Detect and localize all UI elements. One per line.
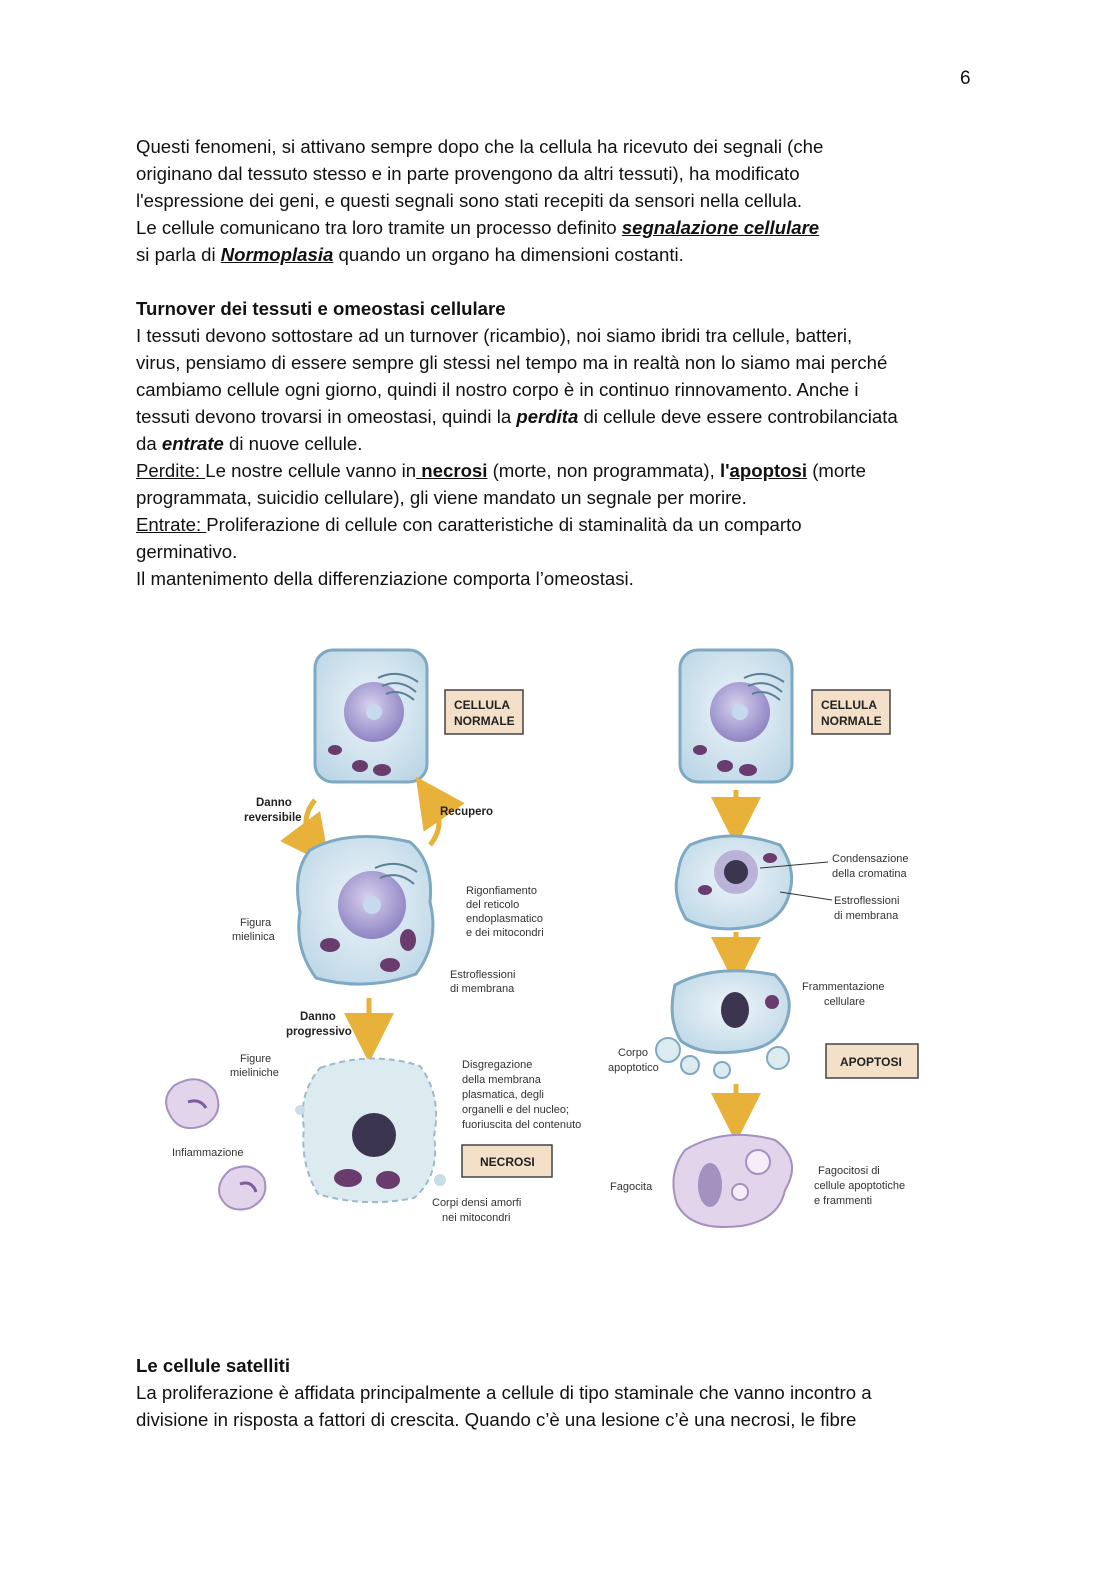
apoptosi-label-box [826, 1044, 918, 1078]
svg-text:Danno: Danno [300, 1011, 336, 1023]
svg-text:organelli e del nucleo;: organelli e del nucleo; [462, 1104, 570, 1116]
svg-text:APOPTOSI: APOPTOSI [840, 1055, 902, 1069]
section-heading: Turnover dei tessuti e omeostasi cellulare [136, 298, 506, 319]
svg-text:Estroflessioni: Estroflessioni [450, 969, 516, 981]
svg-text:NORMALE: NORMALE [454, 714, 515, 728]
svg-text:cellule apoptotiche: cellule apoptotiche [814, 1180, 906, 1192]
satelliti-section [136, 1352, 986, 1433]
right-normal-cell [680, 650, 792, 782]
svg-text:Estroflessioni: Estroflessioni [834, 895, 900, 907]
svg-text:della membrana: della membrana [462, 1074, 541, 1086]
svg-text:CELLULA: CELLULA [821, 698, 877, 712]
left-normal-label-box [445, 690, 523, 734]
svg-text:NORMALE: NORMALE [821, 714, 882, 728]
intro-paragraph [136, 133, 986, 268]
svg-text:plasmatica, degli: plasmatica, degli [462, 1089, 544, 1101]
term-necrosi: necrosi [416, 460, 488, 481]
svg-text:reversibile: reversibile [244, 812, 302, 824]
svg-text:Corpo: Corpo [618, 1047, 648, 1059]
label-perdite: Perdite: [136, 460, 206, 481]
left-necrotic-cell [295, 1058, 446, 1202]
svg-text:mieliniche: mieliniche [230, 1067, 279, 1079]
text-line: l'espressione dei geni, e questi segnali sono stati recepiti da sensori nella cellula. [136, 190, 803, 211]
left-normal-cell [315, 650, 427, 782]
section-heading: Le cellule satelliti [136, 1355, 290, 1376]
right-condensed-cell [676, 836, 791, 929]
svg-text:Danno: Danno [256, 797, 292, 809]
svg-text:Recupero: Recupero [440, 806, 494, 818]
text-line: da entrate di nuove cellule. [136, 433, 363, 454]
text-line: La proliferazione è affidata principalmente a cellule di tipo staminale che vanno incontro a [136, 1382, 872, 1403]
text-line: I tessuti devono sottostare ad un turnover (ricambio), noi siamo ibridi tra cellule, batteri, [136, 325, 853, 346]
text-line: Entrate: Proliferazione di cellule con caratteristiche di staminalità da un comparto [136, 514, 802, 535]
svg-text:Corpi densi amorfi: Corpi densi amorfi [432, 1197, 522, 1209]
svg-text:e frammenti: e frammenti [814, 1195, 873, 1207]
svg-text:CELLULA: CELLULA [454, 698, 510, 712]
phagocyte-cell [673, 1135, 792, 1227]
svg-text:nei mitocondri: nei mitocondri [442, 1212, 511, 1224]
svg-text:endoplasmatico: endoplasmatico [466, 913, 544, 925]
term-apoptosi: apoptosi [729, 460, 808, 481]
svg-text:del reticolo: del reticolo [466, 899, 520, 911]
svg-text:Figura: Figura [240, 917, 272, 929]
term-entrate: entrate [161, 433, 224, 454]
text-line: virus, pensiamo di essere sempre gli stessi nel tempo ma in realtà non lo siamo mai perché [136, 352, 888, 373]
arrow-recovery [430, 797, 439, 845]
arrow-reversible [306, 800, 315, 846]
svg-text:e dei mitocondri: e dei mitocondri [466, 927, 544, 939]
right-normal-label-box [812, 690, 890, 734]
term-perdita: perdita [516, 406, 579, 427]
svg-text:progressivo: progressivo [286, 1026, 352, 1038]
text-line: Le cellule comunicano tra loro tramite un processo definito segnalazione cellulare [136, 217, 820, 238]
right-fragmenting-cell [656, 971, 789, 1078]
text-line: Il mantenimento della differenziazione comporta l’omeostasi. [136, 568, 634, 589]
text-line: cambiamo cellule ogni giorno, quindi il nostro corpo è in continuo rinnovamento. Anche i [136, 379, 859, 400]
text-line: germinativo. [136, 541, 238, 562]
svg-text:mielinica: mielinica [232, 931, 275, 943]
text-line: si parla di Normoplasia quando un organo ha dimensioni costanti. [136, 244, 684, 265]
page-number: 6 [960, 68, 971, 89]
svg-text:di membrana: di membrana [450, 983, 515, 995]
svg-text:Disgregazione: Disgregazione [462, 1059, 533, 1071]
label-entrate: Entrate: [136, 514, 207, 535]
svg-text:cellulare: cellulare [824, 996, 865, 1008]
text-line: originano dal tessuto stesso e in parte provengono da altri tessuti), ha modificato [136, 163, 800, 184]
text-line: programmata, suicidio cellulare), gli viene mandato un segnale per morire. [136, 487, 747, 508]
svg-text:Figure: Figure [240, 1053, 272, 1065]
svg-text:di membrana: di membrana [834, 910, 899, 922]
svg-text:Fagocita: Fagocita [610, 1181, 653, 1193]
term-normoplasia: Normoplasia [220, 244, 334, 265]
term-segnalazione: segnalazione cellulare [621, 217, 820, 238]
text-line: tessuti devono trovarsi in omeostasi, quindi la perdita di cellule deve essere controbilanciata [136, 406, 898, 427]
inflammation-cells [166, 1079, 265, 1209]
svg-text:Condensazione: Condensazione [832, 853, 909, 865]
svg-text:fuoriuscita del contenuto: fuoriuscita del contenuto [462, 1119, 582, 1131]
text-line: Questi fenomeni, si attivano sempre dopo che la cellula ha ricevuto dei segnali (che [136, 136, 824, 157]
svg-text:della cromatina: della cromatina [832, 868, 907, 880]
necrosi-label-box [462, 1145, 552, 1177]
svg-text:Infiammazione: Infiammazione [172, 1147, 244, 1159]
text-line: divisione in risposta a fattori di crescita. Quando c’è una lesione c’è una necrosi, le fibre [136, 1409, 857, 1430]
necrosis-apoptosis-figure [160, 640, 960, 1240]
svg-text:Fagocitosi di: Fagocitosi di [818, 1165, 880, 1177]
text-line: Perdite: Le nostre cellule vanno in necrosi (morte, non programmata), l'apoptosi (morte [136, 460, 866, 481]
turnover-section [136, 295, 986, 592]
svg-text:Frammentazione: Frammentazione [802, 981, 885, 993]
svg-text:Rigonfiamento: Rigonfiamento [466, 885, 537, 897]
svg-text:NECROSI: NECROSI [480, 1155, 535, 1169]
svg-text:apoptotico: apoptotico [608, 1062, 659, 1074]
left-swollen-cell [298, 837, 433, 985]
